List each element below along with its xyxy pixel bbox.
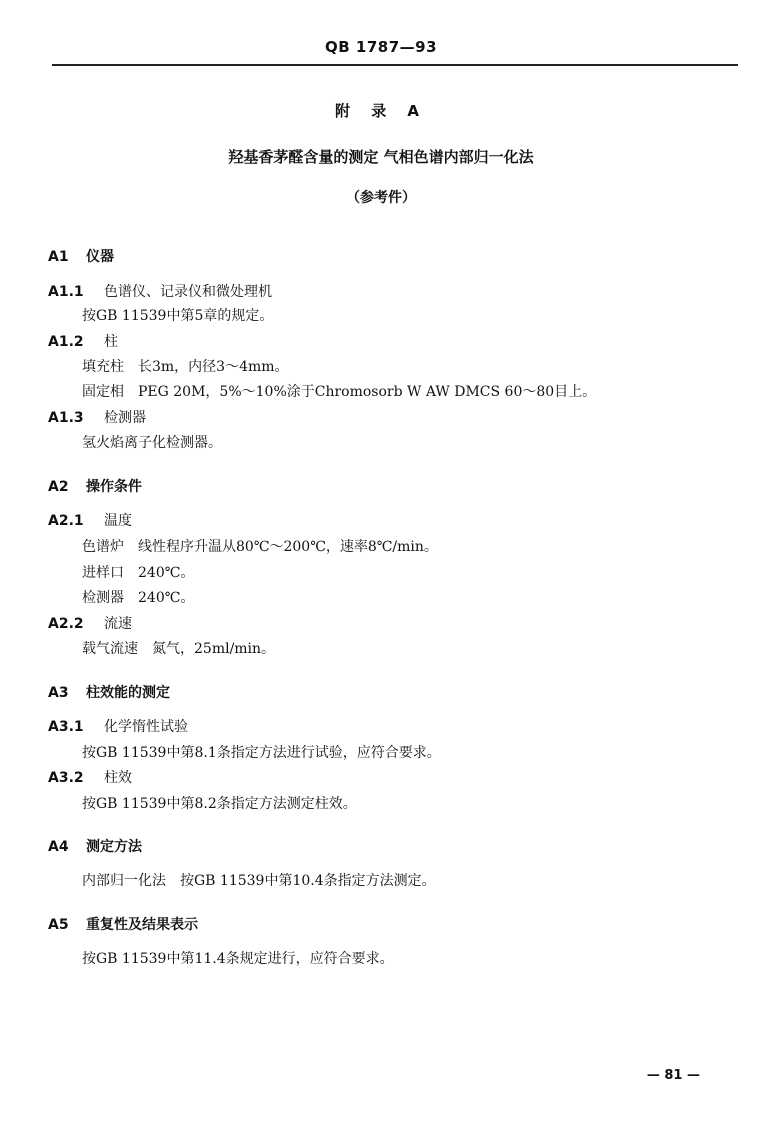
appendix-title: 羟基香茅醛含量的测定 气相色谱内部归一化法 — [228, 148, 534, 166]
section-title: 仪器 — [86, 249, 114, 265]
item-value: 240℃。 — [138, 565, 195, 581]
clause-a1-3-text: 氢火焰离子化检测器。 — [82, 435, 222, 451]
clause-a3-1-heading — [48, 718, 188, 736]
section-title: 重复性及结果表示 — [86, 917, 198, 933]
section-number: A4 — [48, 839, 69, 855]
clause-number: A1.3 — [48, 410, 84, 426]
item-value: 氮气，25ml/min。 — [152, 641, 276, 657]
section-title: 测定方法 — [86, 839, 142, 855]
clause-title: 流速 — [104, 616, 132, 632]
clause-title: 柱 — [104, 334, 118, 350]
internal-normalization-line — [82, 872, 436, 890]
clause-title: 色谱仪、记录仪和微处理机 — [104, 284, 272, 300]
item-value: 240℃。 — [138, 590, 195, 606]
item-value: 长3m，内径3～4mm。 — [138, 359, 289, 375]
clause-title: 温度 — [104, 513, 132, 529]
section-number: A5 — [48, 917, 69, 933]
clause-a1-1-heading — [48, 283, 272, 301]
clause-title: 化学惰性试验 — [104, 719, 188, 735]
clause-a3-2-heading — [48, 769, 132, 787]
item-value: PEG 20M，5%～10%涂于Chromosorb W AW DMCS 60～80目上。 — [138, 384, 597, 400]
item-label: 填充柱 — [82, 359, 124, 375]
appendix-label: 附 录 A — [334, 102, 428, 120]
page-number: — 81 — — [646, 1068, 700, 1083]
item-label: 载气流速 — [82, 641, 138, 657]
section-number: A1 — [48, 249, 69, 265]
clause-a3-1-text: 按GB 11539中第8.1条指定方法进行试验，应符合要求。 — [82, 745, 441, 761]
appendix-note: （参考件） — [346, 190, 416, 206]
clause-a3-2-text: 按GB 11539中第8.2条指定方法测定柱效。 — [82, 796, 357, 812]
clause-a1-1-text: 按GB 11539中第5章的规定。 — [82, 308, 274, 324]
clause-number: A3.2 — [48, 770, 84, 786]
item-label: 固定相 — [82, 384, 124, 400]
clause-a2-2-heading — [48, 615, 132, 633]
clause-title: 柱效 — [104, 770, 132, 786]
clause-number: A1.1 — [48, 284, 84, 300]
clause-number: A1.2 — [48, 334, 84, 350]
clause-a1-3-heading — [48, 409, 146, 427]
section-title: 操作条件 — [86, 479, 142, 495]
clause-number: A2.1 — [48, 513, 84, 529]
clause-title: 检测器 — [104, 410, 146, 426]
clause-a1-2-heading — [48, 333, 118, 351]
item-label: 色谱炉 — [82, 539, 124, 555]
section-number: A3 — [48, 685, 69, 701]
item-label: 检测器 — [82, 590, 124, 606]
section-a4-heading — [48, 838, 142, 856]
item-value: 按GB 11539中第10.4条指定方法测定。 — [180, 873, 436, 889]
item-label: 进样口 — [82, 565, 124, 581]
clause-number: A2.2 — [48, 616, 84, 632]
section-a1-heading — [48, 248, 114, 266]
injector-temperature-line — [82, 564, 194, 582]
standard-code: QB 1787—93 — [324, 38, 438, 56]
clause-number: A3.1 — [48, 719, 84, 735]
item-value: 线性程序升温从80℃～200℃，速率8℃/min。 — [138, 539, 438, 555]
section-a5-heading — [48, 916, 198, 934]
header-rule — [52, 64, 738, 66]
detector-temperature-line — [82, 589, 194, 607]
column-packing-line — [82, 358, 289, 376]
section-a3-heading — [48, 684, 170, 702]
clause-a2-1-heading — [48, 512, 132, 530]
stationary-phase-line — [82, 383, 596, 401]
section-a5-text: 按GB 11539中第11.4条规定进行，应符合要求。 — [82, 951, 394, 967]
oven-temperature-line — [82, 538, 438, 556]
section-number: A2 — [48, 479, 69, 495]
item-label: 内部归一化法 — [82, 873, 166, 889]
carrier-gas-line — [82, 640, 275, 658]
section-a2-heading — [48, 478, 142, 496]
section-title: 柱效能的测定 — [86, 685, 170, 701]
